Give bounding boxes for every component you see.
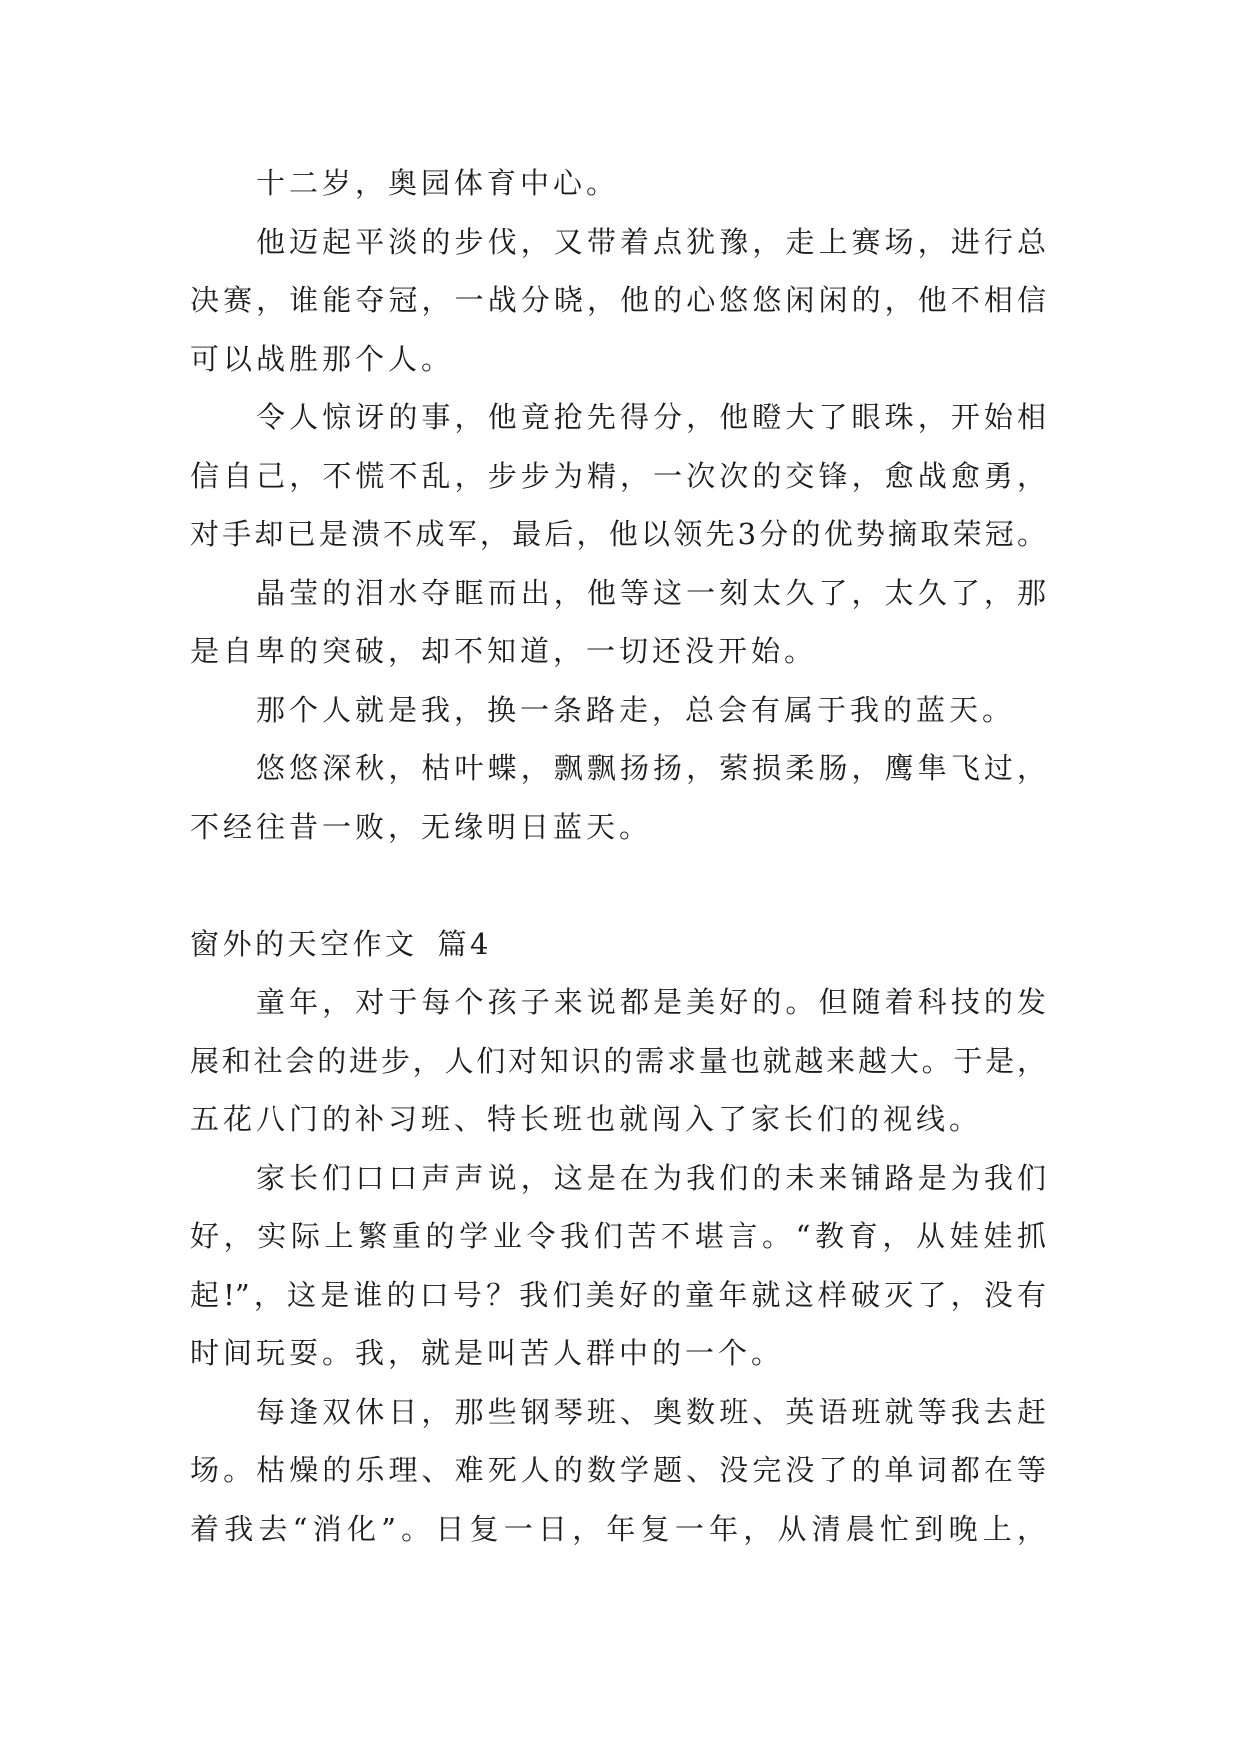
text-line: 晶莹的泪水夺眶而出，他等这一刻太久了，太久了，那 bbox=[256, 575, 1046, 610]
text-line: 五花八门的补习班、特长班也就闯入了家长们的视线。 bbox=[190, 1102, 983, 1136]
document-body bbox=[190, 154, 1046, 1558]
text-line: 起!”，这是谁的口号？我们美好的童年就这样破灭了，没有 bbox=[190, 1277, 1046, 1312]
text-line: 家长们口口声声说，这是在为我们的未来铺路是为我们 bbox=[256, 1160, 1046, 1195]
text-line: 场。枯燥的乐理、难死人的数学题、没完没了的单词都在等 bbox=[190, 1453, 1046, 1487]
text-line: 令人惊讶的事，他竟抢先得分，他瞪大了眼珠，开始相 bbox=[256, 400, 1046, 434]
paragraph bbox=[190, 1149, 1046, 1383]
text-line: 时间玩耍。我，就是叫苦人群中的一个。 bbox=[190, 1336, 785, 1370]
text-line: 他迈起平淡的步伐，又带着点犹豫，走上赛场，进行总 bbox=[256, 224, 1046, 259]
text-line: 悠悠深秋，枯叶蝶，飘飘扬扬，萦损柔肠，鹰隼飞过， bbox=[256, 751, 1046, 785]
text-line: 对手却已是溃不成军，最后，他以领先3分的优势摘取荣冠。 bbox=[190, 517, 1046, 551]
text-line: 是自卑的突破，却不知道，一切还没开始。 bbox=[190, 634, 818, 668]
paragraph bbox=[190, 154, 1046, 213]
blank-line bbox=[190, 856, 1046, 915]
paragraph bbox=[190, 973, 1046, 1149]
paragraph bbox=[190, 388, 1046, 564]
text-line: 着我去“消化”。日复一日，年复一年，从清晨忙到晚上， bbox=[190, 1511, 1046, 1546]
paragraph bbox=[190, 739, 1046, 856]
text-line: 不经往昔一败，无缘明日蓝天。 bbox=[190, 809, 653, 844]
text-line: 十二岁，奥园体育中心。 bbox=[256, 166, 620, 200]
paragraph bbox=[190, 681, 1046, 740]
paragraph bbox=[190, 564, 1046, 681]
section-number: 篇4 bbox=[437, 926, 492, 961]
text-line: 每逢双休日，那些钢琴班、奥数班、英语班就等我去赶 bbox=[256, 1394, 1046, 1429]
text-line: 好，实际上繁重的学业令我们苦不堪言。“教育，从娃娃抓 bbox=[190, 1219, 1046, 1253]
section-title: 窗外的天空作文 bbox=[190, 926, 418, 961]
text-line: 决赛，谁能夺冠，一战分晓，他的心悠悠闲闲的，他不相信 bbox=[190, 283, 1046, 317]
text-line: 信自己，不慌不乱，步步为精，一次次的交锋，愈战愈勇， bbox=[190, 458, 1046, 493]
text-line: 可以战胜那个人。 bbox=[190, 341, 455, 376]
paragraph bbox=[190, 1383, 1046, 1559]
paragraph bbox=[190, 213, 1046, 389]
section-heading bbox=[190, 915, 1046, 974]
text-line: 那个人就是我，换一条路走，总会有属于我的蓝天。 bbox=[256, 692, 1016, 727]
text-line: 展和社会的进步，人们对知识的需求量也就越来越大。于是， bbox=[190, 1043, 1046, 1078]
text-line: 童年，对于每个孩子来说都是美好的。但随着科技的发 bbox=[256, 985, 1046, 1019]
